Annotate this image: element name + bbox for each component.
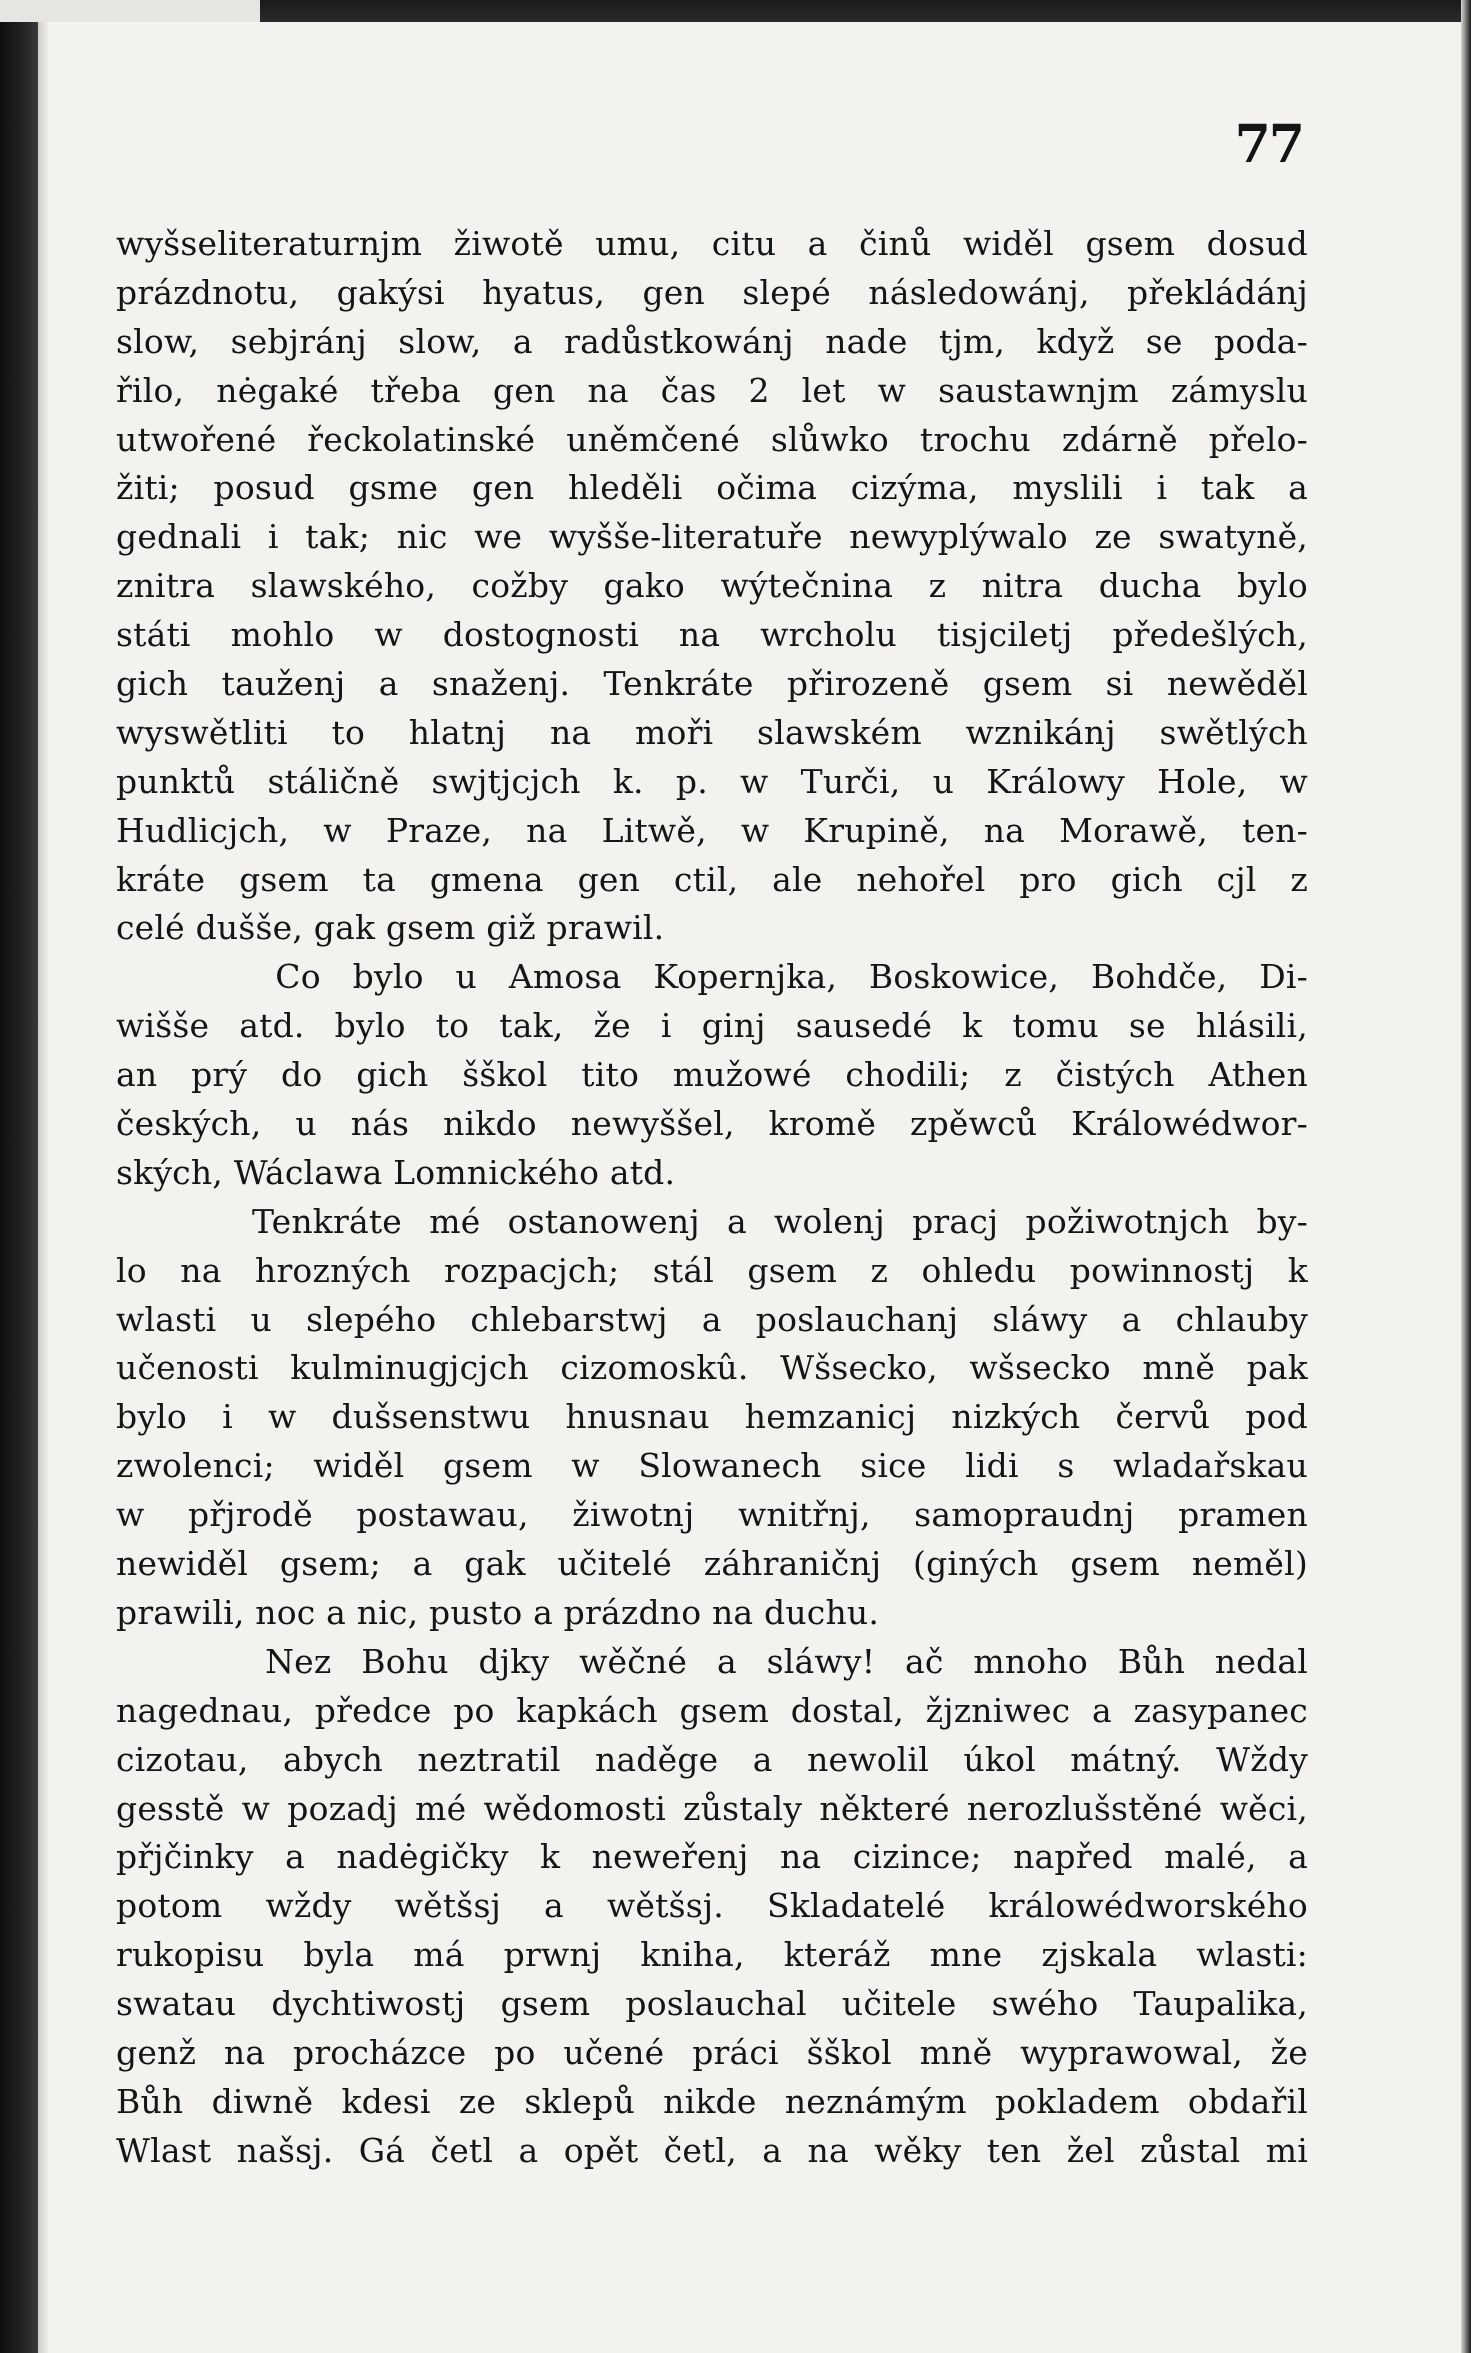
text-line: rukopisu byla má prwnj kniha, kteráž mne zjskala wlasti: (116, 1935, 1308, 1975)
text-line: Co bylo u Amosa Kopernjka, Boskowice, Bohdče, Di- (116, 957, 1308, 997)
text-line: kráte gsem ta gmena gen ctil, ale nehořel pro gich cjl z (116, 859, 1308, 899)
text-line: punktů stáličně swjtjcjch k. p. w Turči, u Králowy Hole, w (116, 761, 1308, 801)
text-line: potom wždy wětšsj a wětšsj. Skladatelé králowédworského (116, 1886, 1308, 1926)
book-page (48, 22, 1461, 2353)
text-line: wyswětliti to hlatnj na moři slawském wznikánj swětlých (116, 712, 1308, 752)
text-line: prawili, noc a nic, pusto a prázdno na duchu. (116, 1592, 880, 1632)
text-line: přjčinky a nadėgičky k neweřenj na cizince; napřed malé, a (116, 1837, 1308, 1877)
text-line: lo na hrozných rozpacjch; stál gsem z ohledu powinnostj k (116, 1250, 1308, 1290)
text-line: gich tauženj a snaženj. Tenkráte přirozeně gsem si newěděl (116, 664, 1308, 704)
text-line: gednali i tak; nic we wyšše-literatuře newyplýwalo ze swatyně, (116, 517, 1308, 557)
body-text (116, 220, 1308, 2176)
page-gutter (38, 0, 48, 2353)
text-line: Wlast našsj. Gá četl a opět četl, a na wěky ten žel zůstal mi (116, 2130, 1308, 2170)
text-line: učenosti kulminugjcjch cizomoskû. Wšsecko, wšsecko mně pak (116, 1348, 1308, 1388)
text-line: bylo i w dušsenstwu hnusnau hemzanicj nizkých červů pod (116, 1397, 1308, 1437)
text-line: prázdnotu, gakýsi hyatus, gen slepé následowánj, překládánj (116, 272, 1308, 312)
page-number: 77 (1234, 114, 1303, 175)
text-line: Nez Bohu djky wěčné a sláwy! ač mnoho Bůh nedal (116, 1641, 1308, 1681)
text-line: Bůh diwně kdesi ze sklepů nikde neznámým pokladem obdařil (116, 2081, 1308, 2121)
text-line: ských, Wáclawa Lomnického atd. (116, 1152, 676, 1192)
text-line: celé dušše, gak gsem giž prawil. (116, 908, 665, 948)
text-line: genž na procházce po učené práci šškol mně wyprawowal, že (116, 2032, 1308, 2072)
text-line: w přjrodě postawau, žiwotnj wnitřnj, samopraudnj pramen (116, 1495, 1308, 1535)
text-line: zwolenci; widěl gsem w Slowanech sice lidi s wladařskau (116, 1446, 1308, 1486)
text-line: Hudlicjch, w Praze, na Litwě, w Krupině, na Morawě, ten- (116, 810, 1308, 850)
text-line: wlasti u slepého chlebarstwj a poslauchanj sláwy a chlauby (116, 1299, 1308, 1339)
scan-right-border (1461, 0, 1471, 2353)
text-line: znitra slawského, cožby gako wýtečnina z nitra ducha bylo (116, 566, 1308, 606)
text-line: řilo, nėgaké třeba gen na čas 2 let w saustawnjm zámyslu (116, 370, 1308, 410)
text-line: gesstě w pozadj mé wědomosti zůstaly některé nerozlušstěné wěci, (116, 1788, 1308, 1828)
text-line: cizotau, abych neztratil naděge a newolil úkol mátný. Wždy (116, 1739, 1308, 1779)
text-line: wyšseliteraturnjm žiwotě umu, citu a činů widěl gsem dosud (116, 224, 1308, 263)
book-spine-shadow (0, 0, 38, 2353)
text-line: swatau dychtiwostj gsem poslauchal učitele swého Taupalika, (116, 1984, 1308, 2024)
text-line: slow, sebjránj slow, a radůstkowánj nade tjm, když se poda- (116, 321, 1308, 361)
text-line: an prý do gich šškol tito mužowé chodili; z čistých Athen (116, 1055, 1308, 1095)
text-line: utwořené řeckolatinské uněmčené slůwko trochu zdárně přelo- (116, 419, 1308, 459)
text-line: newiděl gsem; a gak učitelé záhraničnj (giných gsem neměl) (116, 1544, 1308, 1584)
text-line: žiti; posud gsme gen hleděli očima cizýma, myslili i tak a (116, 468, 1308, 508)
text-line: wišše atd. bylo to tak, že i ginj sausedé k tomu se hlásili, (116, 1006, 1308, 1046)
text-line: státi mohlo w dostognosti na wrcholu tisjciletj předešlých, (116, 615, 1308, 655)
scan-top-border-light (0, 0, 260, 22)
text-line: českých, u nás nikdo newyššel, kromě zpěwců Králowédwor- (116, 1104, 1308, 1144)
text-line: nagednau, předce po kapkách gsem dostal, žjzniwec a zasypanec (116, 1690, 1308, 1730)
text-line: Tenkráte mé ostanowenj a wolenj pracj požiwotnjch by- (116, 1201, 1308, 1241)
